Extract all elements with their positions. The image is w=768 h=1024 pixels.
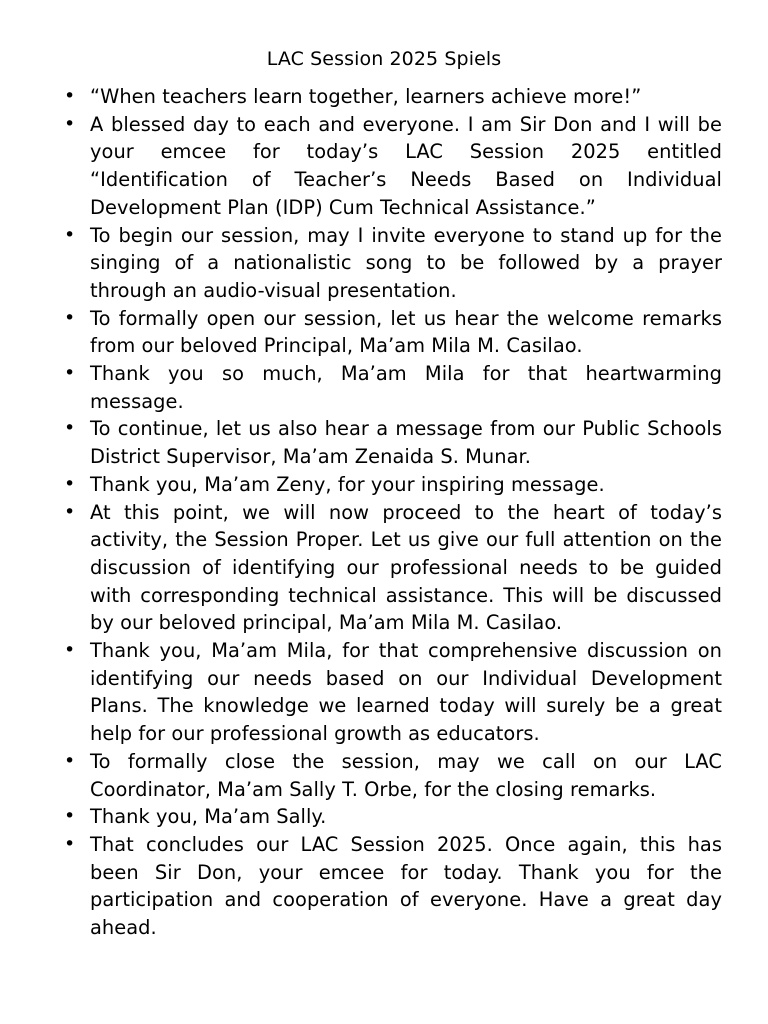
spiel-text: That concludes our LAC Session 2025. Once again, this has been Sir Don, your emcee for today. Thank you for the participation and cooperation of everyone. Have a great day ahead.	[90, 832, 722, 940]
spiel-item	[64, 748, 722, 803]
spiel-item	[64, 222, 722, 305]
spiel-text: Thank you so much, Ma’am Mila for that heartwarming message.	[90, 362, 722, 413]
spiel-text: To formally close the session, may we call on our LAC Coordinator, Ma’am Sally T. Orbe, for the closing remarks.	[90, 749, 722, 801]
spiel-item	[64, 111, 722, 222]
spiel-item	[64, 415, 722, 470]
bullet-icon: •	[64, 85, 76, 107]
spiel-item	[64, 831, 722, 942]
spiel-text: At this point, we will now proceed to the heart of today’s activity, the Session Proper. Let us give our full attention on the discussion of identifying our professional needs to be guided with corresponding technical assistance. This will be discussed by our beloved principal, Ma’am Mila M. Casilao.	[90, 500, 722, 635]
spiel-item	[64, 803, 722, 831]
bullet-icon: •	[64, 805, 76, 828]
bullet-icon: •	[64, 223, 76, 246]
spiel-item	[64, 637, 722, 748]
spiel-text: A blessed day to each and everyone. I am Sir Don and I will be your emcee for today’s LAC Session 2025 entitled “Identification of Teacher’s Needs Based on Individual Development Plan (IDP) Cum Technical Assistance.”	[90, 112, 722, 219]
bullet-icon: •	[64, 639, 76, 662]
spiel-list	[64, 83, 722, 942]
spiel-text: To begin our session, may I invite everyone to stand up for the singing of a nationalistic song to be followed by a prayer through an audio-visual presentation.	[90, 223, 722, 302]
bullet-icon: •	[64, 417, 76, 440]
spiel-item	[64, 360, 722, 415]
spiel-text: Thank you, Ma’am Mila, for that comprehensive discussion on identifying our needs based on our Individual Development Plans. The knowledge we learned today will surely be a great help for our professional growth as educators.	[90, 639, 722, 746]
spiel-text: Thank you, Ma’am Zeny, for your inspiring message.	[90, 472, 605, 496]
bullet-icon: •	[64, 832, 76, 855]
bullet-icon: •	[64, 500, 76, 523]
bullet-icon: •	[64, 306, 76, 329]
spiel-item	[64, 499, 722, 638]
bullet-icon: •	[64, 112, 76, 135]
spiel-item	[64, 471, 722, 499]
bullet-icon: •	[64, 749, 76, 772]
spiel-item	[64, 305, 722, 360]
spiel-text: Thank you, Ma’am Sally.	[90, 805, 327, 829]
spiel-text: To continue, let us also hear a message from our Public Schools District Supervisor, Ma’am Zenaida S. Munar.	[90, 417, 722, 469]
spiel-text: “When teachers learn together, learners achieve more!”	[90, 85, 642, 108]
spiel-text: To formally open our session, let us hear the welcome remarks from our beloved Principal, Ma’am Mila M. Casilao.	[90, 306, 722, 358]
spiel-item	[64, 83, 722, 111]
document-title: LAC Session 2025 Spiels	[266, 48, 502, 70]
bullet-icon: •	[64, 472, 76, 495]
bullet-icon: •	[64, 362, 76, 385]
